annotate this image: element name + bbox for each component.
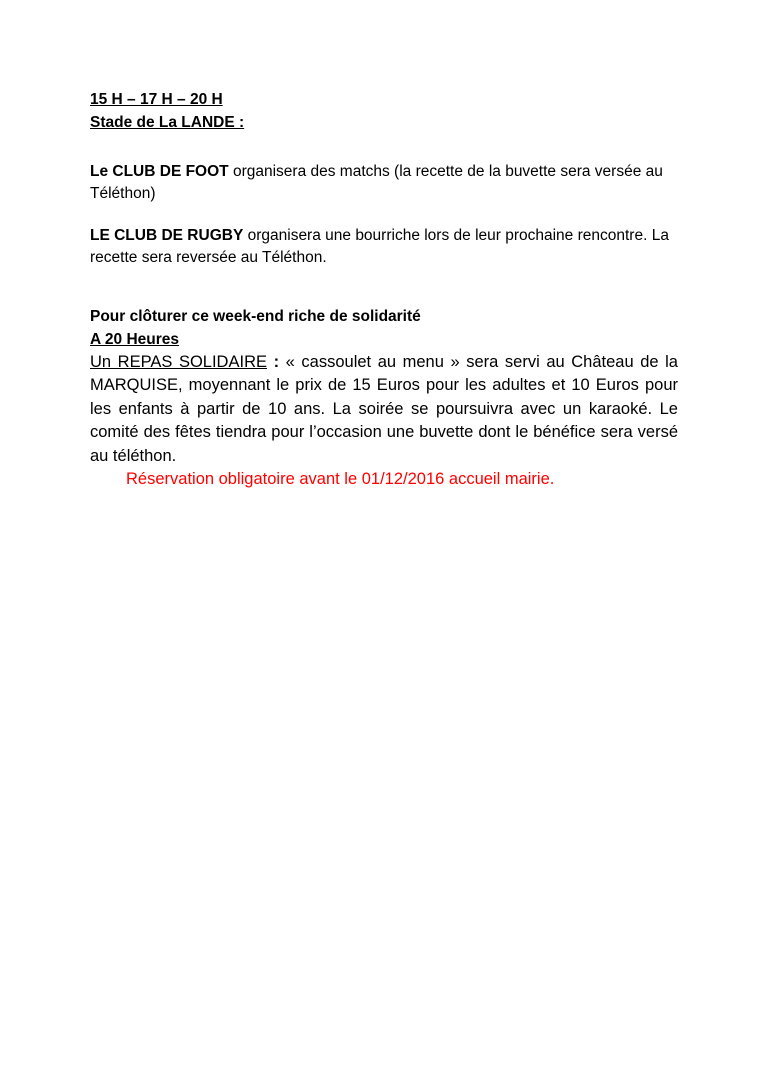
closing-title: Pour clôturer ce week-end riche de solidarité (90, 307, 421, 325)
paragraph-foot-lead: Le CLUB DE FOOT (90, 162, 229, 180)
closing-meal-text: « cassoulet au menu » sera servi au Château de la MARQUISE, moyennant le prix de 15 Euros pour les adultes et 10 Euros pour les enfants à partir de 10 ans. La soirée se poursuivra avec un karaoké. Le comité des fêtes tiendra pour l’occasion une buvette dont le bénéfice sera versé au téléthon. (90, 353, 678, 465)
heading-time: 15 H – 17 H – 20 H (90, 91, 223, 108)
spacer (90, 269, 678, 305)
closing-meal-colon: : (267, 353, 280, 371)
closing-time: A 20 Heures (90, 330, 180, 348)
paragraph-rugby-lead: LE CLUB DE RUGBY (90, 226, 244, 244)
paragraph-foot (90, 161, 678, 205)
closing-paragraph (90, 351, 678, 468)
paragraph-foot-text: organisera des matchs (la recette de la buvette sera versée au Téléthon) (90, 162, 663, 202)
paragraph-rugby (90, 225, 678, 269)
document-body (90, 88, 678, 492)
spacer (90, 135, 678, 161)
heading-place: Stade de La LANDE : (90, 114, 245, 132)
paragraph-rugby-text: organisera une bourriche lors de leur prochaine rencontre. La recette sera reversée au Téléthon. (90, 226, 669, 266)
spacer (90, 205, 678, 225)
reservation-notice: Réservation obligatoire avant le 01/12/2016 accueil mairie. (126, 470, 555, 489)
closing-meal-lead: Un REPAS SOLIDAIRE (90, 353, 267, 371)
